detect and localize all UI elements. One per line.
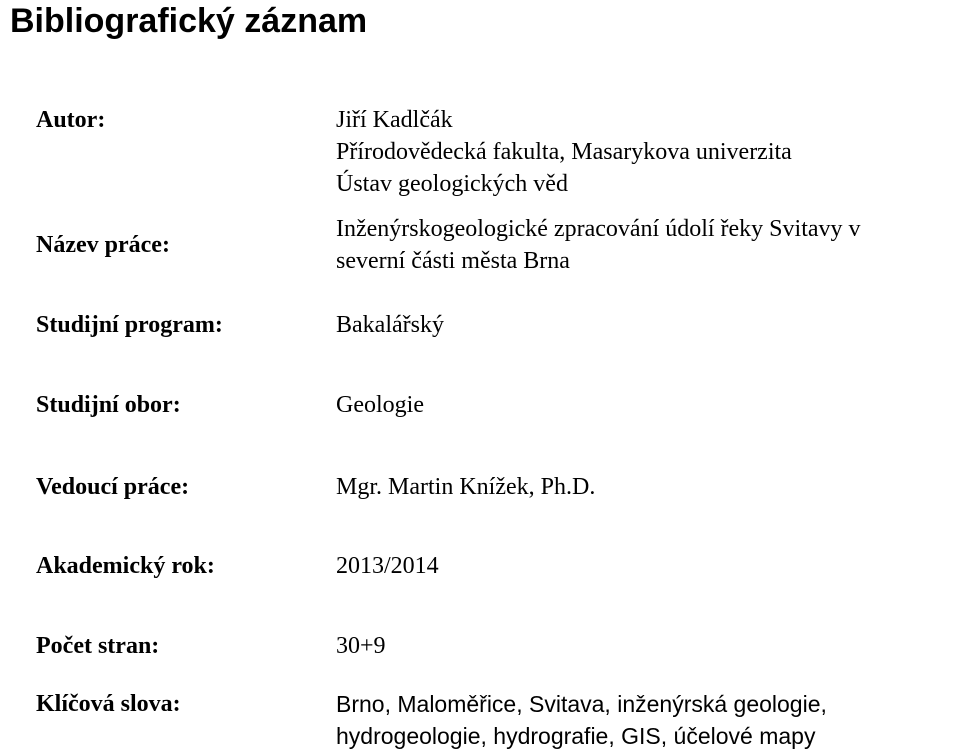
study-program-label: Studijní program: [36,312,223,338]
academic-year-label: Akademický rok: [36,553,215,579]
study-program-value: Bakalářský [336,312,444,338]
keywords-value [336,688,827,752]
academic-year-value: 2013/2014 [336,553,439,579]
thesis-title-line-1: Inženýrskogeologické zpracování údolí řeky Svitavy v [336,216,861,242]
keywords-line-2: hydrogeologie, hydrografie, GIS, účelové mapy [336,723,816,749]
supervisor-label: Vedoucí práce: [36,474,190,500]
thesis-title-value [336,213,861,277]
page-count-label: Počet stran: [36,633,160,659]
supervisor-value: Mgr. Martin Knížek, Ph.D. [336,474,596,500]
field-of-study-label: Studijní obor: [36,392,181,418]
author-label: Autor: [36,107,106,133]
keywords-label: Klíčová slova: [36,691,181,717]
page-count-value: 30+9 [336,633,386,659]
thesis-title-label: Název práce: [36,232,170,258]
page-title: Bibliografický záznam [10,2,368,40]
keywords-line-1: Brno, Maloměřice, Svitava, inženýrská geologie, [336,691,827,717]
field-of-study-value: Geologie [336,392,424,418]
author-value [336,104,792,200]
author-institute: Ústav geologických věd [336,171,568,197]
author-faculty: Přírodovědecká fakulta, Masarykova univerzita [336,139,792,165]
author-name: Jiří Kadlčák [336,107,453,133]
thesis-title-line-2: severní části města Brna [336,248,570,274]
